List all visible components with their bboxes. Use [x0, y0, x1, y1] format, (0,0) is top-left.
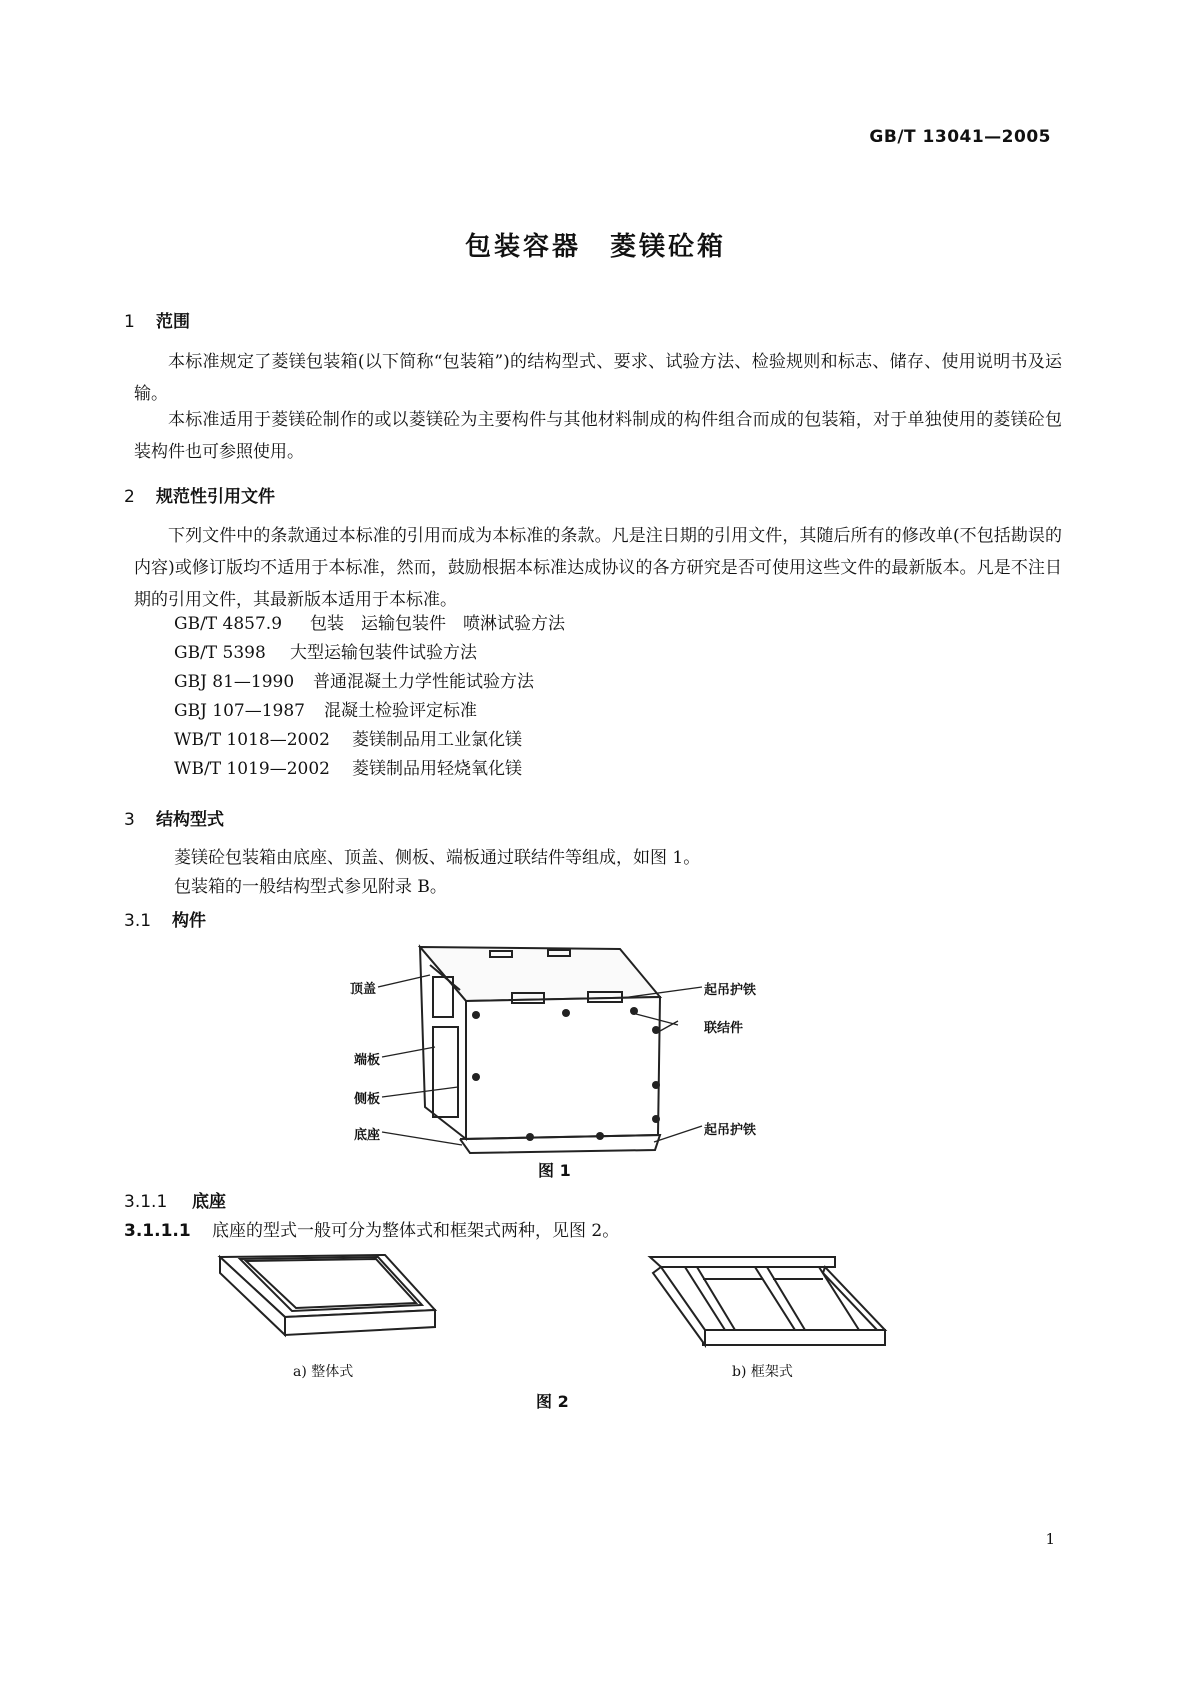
figure-2b-caption: b) 框架式: [732, 1364, 793, 1380]
section-title: 规范性引用文件: [156, 487, 275, 507]
reference-item: [174, 754, 522, 784]
section-number: 3: [124, 810, 135, 830]
section-2-paragraph: 下列文件中的条款通过本标准的引用而成为本标准的条款。凡是注日期的引用文件，其随后所有的修改单(不包括勘误的内容)或修订版均不适用于本标准，然而，鼓励根据本标准达成协议的各方研究是否可使用这些文件的最新版本。凡是不注日期的引用文件，其最新版本适用于本标准。: [134, 526, 1062, 610]
section-3-1-1-1: [124, 1216, 619, 1241]
reference-title: 普通混凝土力学性能试验方法: [313, 672, 534, 692]
label-side-panel: 侧板: [354, 1092, 381, 1107]
reference-title: 菱镁制品用工业氯化镁: [352, 730, 522, 750]
figure-2-caption: 图 2: [536, 1392, 569, 1411]
reference-code: WB/T 1018—2002: [174, 730, 330, 750]
section-title: 结构型式: [156, 810, 224, 830]
reference-item: [174, 696, 477, 726]
section-1-heading: [124, 307, 190, 332]
reference-code: GBJ 107—1987: [174, 701, 306, 721]
section-2-heading: [124, 482, 275, 507]
section-3-heading: [124, 805, 224, 830]
figure-2a-integral-base: [210, 1245, 450, 1345]
section-title: 范围: [156, 312, 190, 332]
section-3-1-heading: [124, 906, 206, 931]
page-number: 1: [1045, 1530, 1055, 1548]
figure-2b-frame-base: [645, 1245, 895, 1355]
section-number: 2: [124, 487, 135, 507]
reference-code: GB/T 5398: [174, 643, 266, 663]
label-end-panel: 端板: [354, 1053, 381, 1068]
section-1-paragraph-2: 本标准适用于菱镁砼制作的或以菱镁砼为主要构件与其他材料制成的构件组合而成的包装箱，对于单独使用的菱镁砼包装构件也可参照使用。: [134, 410, 1062, 462]
section-number: 3.1: [124, 911, 152, 931]
label-base: 底座: [354, 1128, 381, 1143]
section-3-paragraph-1: 菱镁砼包装箱由底座、顶盖、侧板、端板通过联结件等组成，如图 1。: [174, 848, 701, 868]
label-lifting-iron-top: 起吊护铁: [704, 983, 757, 998]
section-1-paragraph-1: 本标准规定了菱镁包装箱(以下简称“包装箱”)的结构型式、要求、试验方法、检验规则和标志、储存、使用说明书及运输。: [134, 352, 1062, 404]
section-3-paragraph-2: 包装箱的一般结构型式参见附录 B。: [174, 877, 447, 897]
figure-1-caption: 图 1: [538, 1161, 571, 1180]
section-3-1-1-heading: [124, 1187, 226, 1212]
page-title: 包装容器 菱镁砼箱: [464, 232, 726, 262]
reference-code: GB/T 4857.9: [174, 614, 283, 634]
reference-item: [174, 609, 565, 639]
label-lifting-iron-bottom: 起吊护铁: [704, 1123, 757, 1138]
standard-code: GB/T 13041—2005: [869, 127, 1051, 147]
reference-code: GBJ 81—1990: [174, 672, 295, 692]
reference-code: WB/T 1019—2002: [174, 759, 330, 779]
reference-title: 混凝土检验评定标准: [324, 701, 477, 721]
section-title: 构件: [172, 911, 206, 931]
reference-item: [174, 667, 534, 697]
section-title: 底座: [192, 1192, 226, 1212]
section-number: 3.1.1: [124, 1192, 168, 1212]
reference-title: 菱镁制品用轻烧氧化镁: [352, 759, 522, 779]
label-top-cover: 顶盖: [350, 982, 377, 997]
figure-2a-caption: a) 整体式: [293, 1364, 354, 1380]
section-number: 3.1.1.1: [124, 1221, 191, 1241]
reference-title: 大型运输包装件试验方法: [290, 643, 477, 663]
section-number: 1: [124, 312, 135, 332]
reference-item: [174, 638, 477, 668]
section-text: 底座的型式一般可分为整体式和框架式两种，见图 2。: [212, 1221, 620, 1241]
label-connector: 联结件: [704, 1021, 744, 1036]
reference-title: 包装 运输包装件 喷淋试验方法: [310, 614, 565, 634]
reference-item: [174, 725, 522, 755]
